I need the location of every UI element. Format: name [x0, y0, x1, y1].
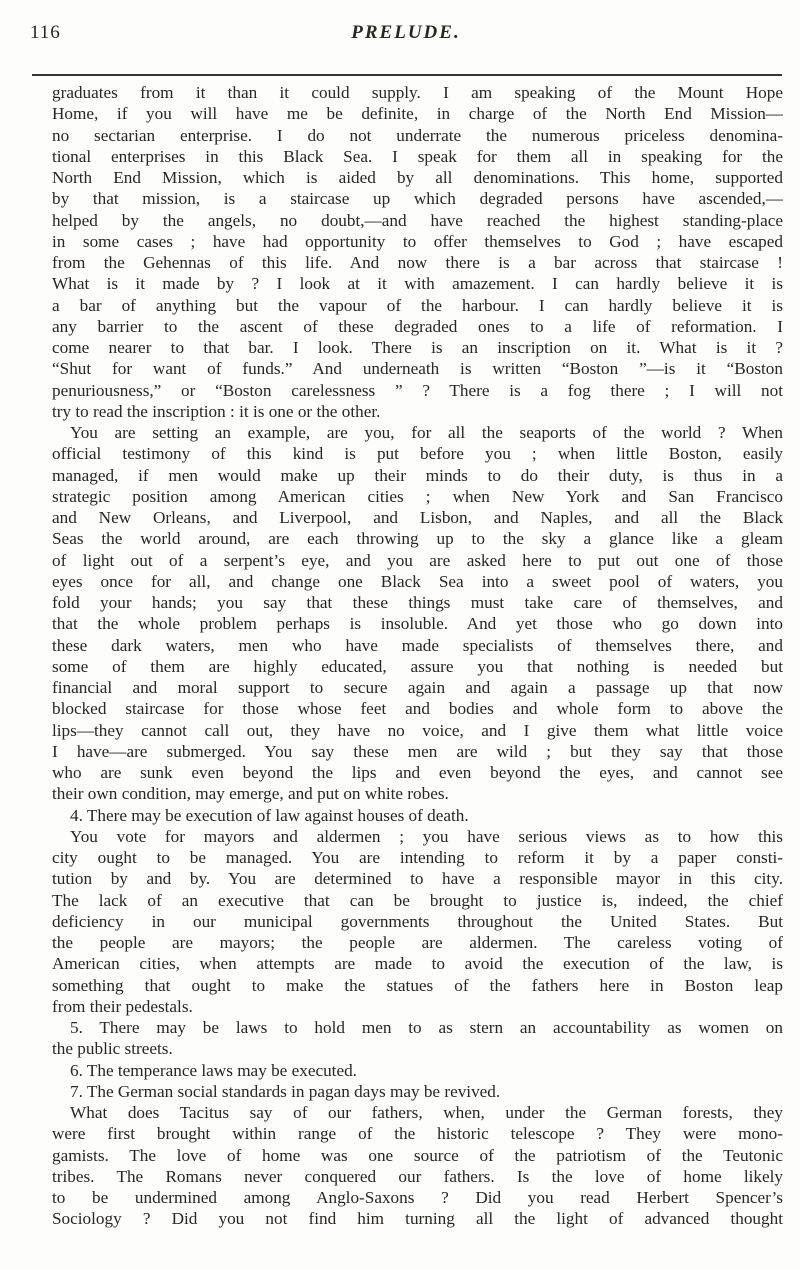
text-line: 7. The German social standards in pagan days may be revived. — [70, 1081, 501, 1101]
text-line: fold your hands; you say that these things must take care of themselves, and — [52, 593, 783, 612]
text-line: The lack of an executive that can be brought to justice is, indeed, the chief — [52, 890, 783, 910]
text-line: come nearer to that bar. I look. There is an inscription on it. What is it ? — [52, 338, 783, 357]
text-line: Home, if you will have me be definite, in charge of the North End Mission— — [52, 104, 783, 124]
text-line: the public streets. — [52, 1039, 173, 1059]
text-line: from their pedestals. — [52, 996, 193, 1016]
text-line: no sectarian enterprise. I do not underrate the numerous priceless denomina- — [52, 125, 783, 145]
text-line: by that mission, is a staircase up which degraded persons have ascended,— — [52, 189, 783, 209]
text-line: strategic position among American cities ; when New York and San Francisco — [52, 486, 783, 506]
text-line: tional enterprises in this Black Sea. I speak for them all in speaking for the — [52, 146, 783, 166]
text-line: North End Mission, which is aided by all denominations. This home, supported — [52, 168, 783, 187]
text-line: lips—they cannot call out, they have no voice, and I give them what little voice — [52, 720, 783, 740]
running-head — [30, 22, 782, 50]
text-line: American cities, when attempts are made to avoid the execution of the law, is — [52, 954, 783, 974]
text-line: any barrier to the ascent of these degraded ones to a life of reformation. I — [52, 316, 783, 336]
text-line: penuriousness,” or “Boston carelessness ” ? There is a fog there ; I will not — [52, 380, 783, 400]
text-line: managed, if men would make up their minds to do their duty, is thus in a — [52, 465, 783, 485]
text-line: were first brought within range of the historic telescope ? They were mono- — [52, 1124, 783, 1144]
text-line: 6. The temperance laws may be executed. — [70, 1060, 357, 1080]
body-text — [52, 82, 783, 1230]
text-line: “Shut for want of funds.” And underneath is written “Boston ”—is it “Boston — [52, 359, 783, 379]
text-line: in some cases ; have had opportunity to offer themselves to God ; have escaped — [52, 231, 783, 251]
text-line: What is it made by ? I look at it with amazement. I can hardly believe it is — [52, 274, 783, 294]
header-rule — [32, 74, 782, 76]
running-title: PRELUDE. — [351, 22, 461, 43]
text-line: eyes once for all, and change one Black Sea into a sweet pool of waters, you — [52, 571, 783, 591]
text-line: financial and moral support to secure again and again a passage up that now — [52, 678, 783, 697]
text-line: 5. There may be laws to hold men to as stern an accountability as women on — [70, 1018, 783, 1037]
text-line: gamists. The love of home was one source of the patriotism of the Teutonic — [52, 1145, 783, 1165]
text-line: to be undermined among Anglo-Saxons ? Did you read Herbert Spencer’s — [52, 1188, 783, 1207]
text-line: You vote for mayors and aldermen ; you have serious views as to how this — [70, 826, 783, 846]
text-line: I have—are submerged. You say these men are wild ; but they say that those — [52, 741, 783, 761]
text-line: who are sunk even beyond the lips and even beyond the eyes, and cannot see — [52, 763, 783, 782]
text-line: tribes. The Romans never conquered our fathers. Is the love of home likely — [52, 1166, 783, 1186]
text-line: You are setting an example, are you, for all the seaports of the world ? When — [70, 423, 783, 442]
text-line: that the whole problem perhaps is insoluble. And yet those who go down into — [52, 614, 783, 634]
text-line: these dark waters, men who have made specialists of themselves there, and — [52, 635, 783, 655]
text-line: graduates from it than it could supply. I am speaking of the Mount Hope — [52, 83, 783, 102]
text-line: a bar of anything but the vapour of the harbour. I can hardly believe it is — [52, 295, 783, 315]
text-line: and New Orleans, and Liverpool, and Lisbon, and Naples, and all the Black — [52, 508, 783, 527]
text-line: helped by the angels, no doubt,—and have reached the highest standing-place — [52, 210, 783, 230]
text-line: tution by and by. You are determined to have a responsible mayor in this city. — [52, 869, 783, 889]
text-line: Sociology ? Did you not find him turning all the light of advanced thought — [52, 1209, 783, 1229]
text-line: from the Gehennas of this life. And now there is a bar across that staircase ! — [52, 253, 783, 272]
text-line: blocked staircase for those whose feet and bodies and whole form to above the — [52, 699, 783, 719]
text-line: What does Tacitus say of our fathers, when, under the German forests, they — [70, 1103, 783, 1122]
page-number: 116 — [30, 22, 61, 43]
text-line: of light out of a serpent’s eye, and you are asked here to put out one of those — [52, 550, 783, 570]
text-line: something that ought to make the statues of the fathers here in Boston leap — [52, 975, 783, 995]
text-line: the people are mayors; the people are aldermen. The careless voting of — [52, 933, 783, 952]
text-line: 4. There may be execution of law against houses of death. — [70, 805, 469, 825]
text-line: Seas the world around, are each throwing up to the sky a glance like a gleam — [52, 529, 783, 549]
text-line: city ought to be managed. You are intending to reform it by a paper consti- — [52, 848, 783, 867]
text-line: try to read the inscription : it is one or the other. — [52, 401, 381, 421]
text-line: their own condition, may emerge, and put on white robes. — [52, 784, 449, 804]
text-line: deficiency in our municipal governments throughout the United States. But — [52, 911, 783, 931]
text-line: official testimony of this kind is put before you ; when little Boston, easily — [52, 444, 783, 464]
text-line: some of them are highly educated, assure you that nothing is needed but — [52, 656, 783, 676]
